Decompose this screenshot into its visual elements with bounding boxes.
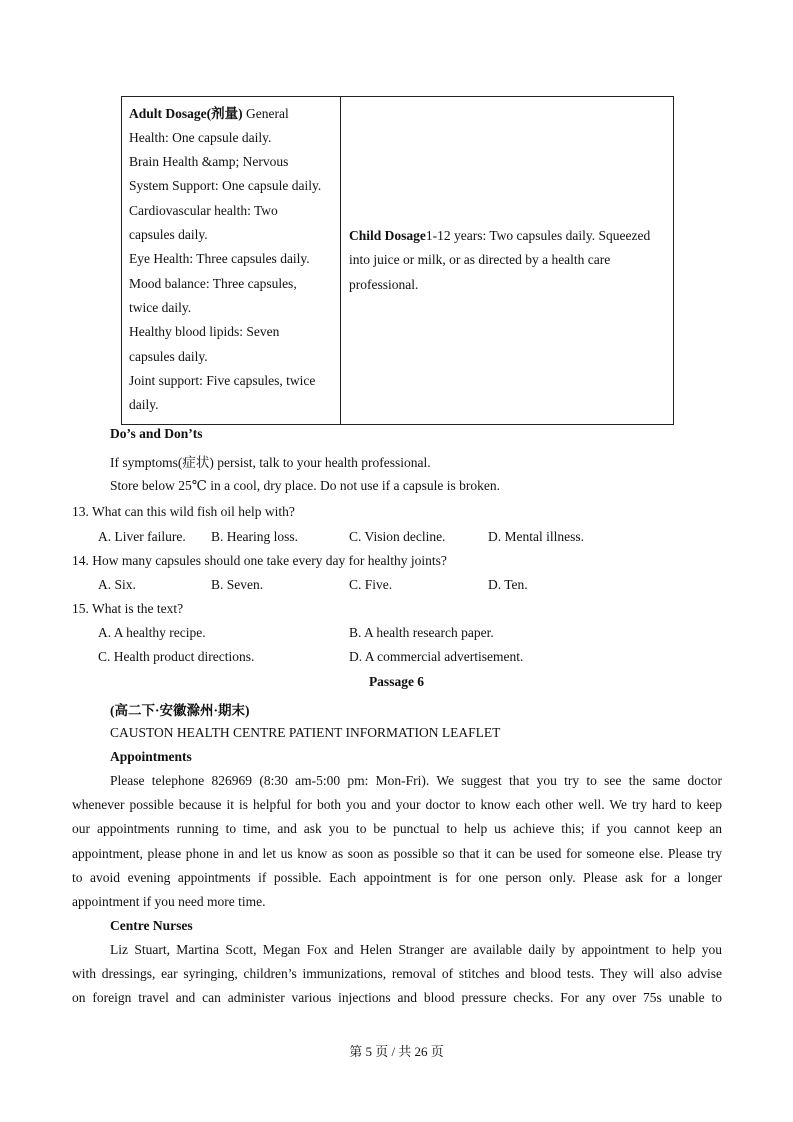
child-dosage-line: professional. xyxy=(349,276,419,292)
page-footer: 第 5 页 / 共 26 页 xyxy=(349,1044,444,1059)
centre-nurses-heading: Centre Nurses xyxy=(110,918,193,933)
question-option: A. Six. xyxy=(98,577,136,592)
question-option: C. Health product directions. xyxy=(98,649,255,664)
passage-source: (高二下·安徽滁州·期末) xyxy=(110,703,250,718)
child-dosage-line: into juice or milk, or as directed by a health care xyxy=(349,252,611,268)
adult-dosage-line: Mood balance: Three capsules, xyxy=(129,275,297,291)
leaflet-heading: CAUSTON HEALTH CENTRE PATIENT INFORMATION LEAFLET xyxy=(110,725,501,740)
nurses-paragraph xyxy=(72,938,722,1011)
paragraph-line: whenever possible because it is helpful for both you and your doctor to know each other well. We try hard to keep xyxy=(72,797,722,813)
question-option: C. Five. xyxy=(349,577,393,592)
adult-dosage-line: daily. xyxy=(129,397,159,413)
question-option: C. Vision decline. xyxy=(349,529,446,544)
question-option: B. A health research paper. xyxy=(349,625,494,640)
adult-dosage-line: Brain Health &amp; Nervous xyxy=(129,154,289,170)
adult-dosage-line-0: Adult Dosage(剂量) General xyxy=(129,105,289,121)
appointments-paragraph xyxy=(72,769,722,914)
paragraph-line: our appointments running to time, and ask you to be punctual to help us achieve this; if you cannot keep an xyxy=(72,821,722,837)
paragraph-line: appointment, please phone in and let us know as soon as possible so that it can be used for someone else. Please try xyxy=(72,845,722,861)
dos-and-donts-heading: Do’s and Don’ts xyxy=(110,426,203,441)
dosage-table xyxy=(121,96,674,425)
question-option: D. Mental illness. xyxy=(488,529,584,544)
paragraph-line: appointment if you need more time. xyxy=(72,893,266,909)
adult-dosage-line: twice daily. xyxy=(129,299,192,315)
question-option: A. Liver failure. xyxy=(98,529,186,544)
question-stem: 13. What can this wild fish oil help with? xyxy=(72,504,295,519)
dos-line: Store below 25℃ in a cool, dry place. Do not use if a capsule is broken. xyxy=(110,478,501,493)
question-option: B. Seven. xyxy=(211,577,264,592)
paragraph-line: with dressings, ear syringing, children’s immunizations, removal of stitches and blood tests. They will also advise xyxy=(72,966,722,982)
passage-title: Passage 6 xyxy=(368,674,425,689)
child-dosage-title: Child Dosage xyxy=(349,227,426,243)
paragraph-line: Liz Stuart, Martina Scott, Megan Fox and Helen Stranger are available daily by appointment to help you xyxy=(110,942,722,957)
question-option: D. A commercial advertisement. xyxy=(349,649,524,664)
adult-dosage-line: Cardiovascular health: Two xyxy=(129,202,278,218)
paragraph-line: Please telephone 826969 (8:30 am-5:00 pm: Mon-Fri). We suggest that you try to see the same doctor xyxy=(110,773,722,788)
adult-dosage-line: Healthy blood lipids: Seven xyxy=(129,324,280,340)
appointments-heading: Appointments xyxy=(110,749,192,764)
question-option: B. Hearing loss. xyxy=(211,529,298,544)
question-option: D. Ten. xyxy=(488,577,528,592)
dos-line: If symptoms(症状) persist, talk to your health professional. xyxy=(110,455,431,470)
question-stem: 14. How many capsules should one take every day for healthy joints? xyxy=(72,553,447,568)
adult-dosage-line: Health: One capsule daily. xyxy=(129,129,272,145)
child-dosage-line-0: Child Dosage1-12 years: Two capsules daily. Squeezed xyxy=(349,227,651,243)
adult-dosage-line: capsules daily. xyxy=(129,348,208,364)
question-stem: 15. What is the text? xyxy=(72,601,184,616)
adult-dosage-cell xyxy=(122,97,341,425)
adult-dosage-line: capsules daily. xyxy=(129,227,208,243)
adult-dosage-line: Eye Health: Three capsules daily. xyxy=(129,251,310,267)
question-option: A. A healthy recipe. xyxy=(98,625,206,640)
paragraph-line: to avoid evening appointments if possible. Each appointment is for one person only. Please ask for a longer xyxy=(72,869,722,885)
paragraph-line: on foreign travel and can administer various injections and blood pressure checks. For any over 75s unable to xyxy=(72,990,722,1006)
adult-dosage-title: Adult Dosage(剂量) xyxy=(129,105,243,121)
child-dosage-cell xyxy=(341,97,674,425)
adult-dosage-line: System Support: One capsule daily. xyxy=(129,178,322,194)
adult-dosage-line: Joint support: Five capsules, twice xyxy=(129,372,316,388)
